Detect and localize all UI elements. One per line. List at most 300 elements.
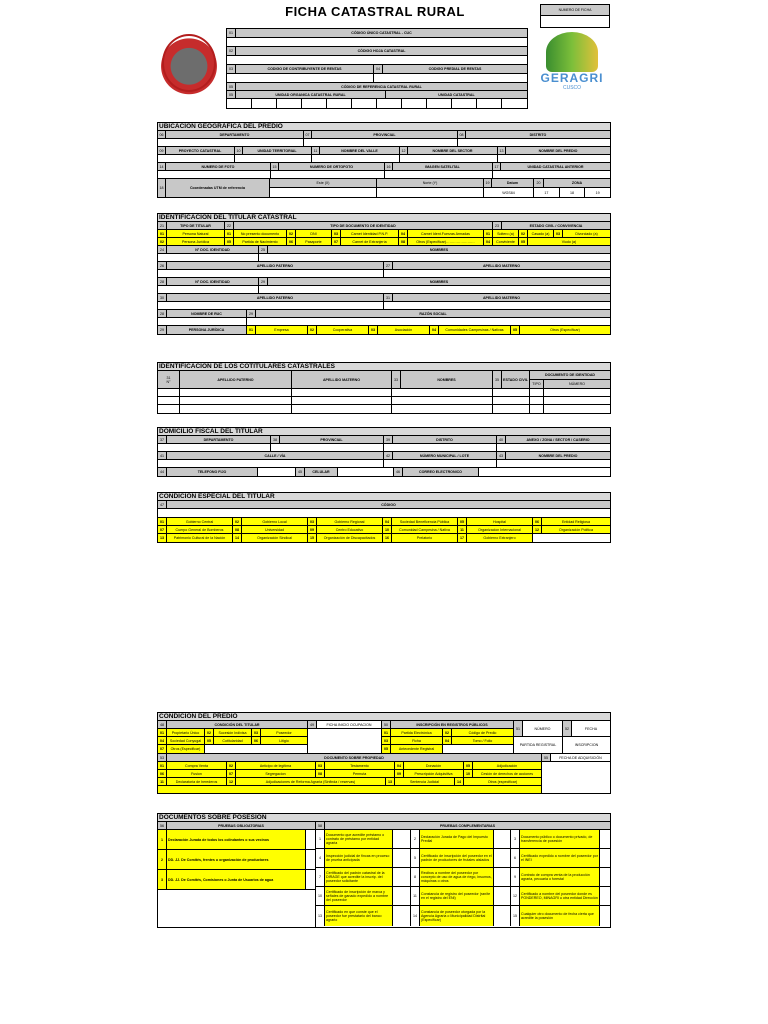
distrito-input[interactable] xyxy=(458,139,610,146)
code-num: 01 xyxy=(227,29,236,37)
form-label: Fusion xyxy=(167,770,227,777)
form-label: Ficha xyxy=(391,737,443,744)
ref-cell[interactable] xyxy=(502,99,527,108)
form-label: N° DOC. IDENTIDAD xyxy=(167,278,259,285)
form-cell xyxy=(180,405,292,413)
form-label: 14 xyxy=(455,778,464,785)
form-label: Certificado del padrón catastral de la DIRAGE que acredite la inscrip. del poseedor solicitante xyxy=(325,868,393,886)
form-label: Partida de Nacimiento xyxy=(234,238,287,245)
form-label: 02 xyxy=(519,230,528,237)
checkbox[interactable] xyxy=(393,906,410,926)
fecha-adquisicion-input[interactable] xyxy=(542,762,610,793)
checkbox[interactable] xyxy=(600,868,610,886)
predial-input[interactable] xyxy=(374,74,527,82)
section-heading: DOCUMENTOS SOBRE POSESIÓN xyxy=(158,814,610,822)
form-cell: 31 N° xyxy=(158,371,180,388)
checkbox[interactable] xyxy=(600,830,610,848)
form-label: 12 xyxy=(400,147,408,154)
form-label: 29 xyxy=(247,310,256,317)
zona-17[interactable]: 17 xyxy=(534,188,560,197)
nombres-input-2[interactable] xyxy=(259,286,610,293)
form-label: 37 xyxy=(158,436,167,443)
form-label: 01 xyxy=(484,230,493,237)
section-heading: IDENTIFICACIÓN DE LOS COTITULARES CATASTRALES xyxy=(158,363,610,371)
form-label: Tomo / Folio xyxy=(472,738,493,743)
form-label: APELLIDO PATERNO xyxy=(180,371,292,388)
form-label: 02 xyxy=(158,238,167,245)
form-label: 47 xyxy=(158,501,167,508)
proyecto-input[interactable] xyxy=(158,155,235,162)
form-label: 10 xyxy=(316,887,325,905)
table-row[interactable] xyxy=(158,405,610,413)
form-label: 23 xyxy=(493,222,502,229)
celular-input[interactable] xyxy=(338,468,394,476)
form-label: 33 xyxy=(392,371,401,388)
predial-label: CODIGO PREDIAL DE RENTAS xyxy=(383,65,527,73)
code-num: 05 xyxy=(227,91,236,98)
form-label: Este (X) xyxy=(270,179,377,187)
checkbox[interactable] xyxy=(494,887,510,905)
form-label: CÓDIGO xyxy=(381,502,396,507)
form-label: 01 xyxy=(158,518,167,525)
form-label: 05 xyxy=(519,238,528,245)
form-label: 10 xyxy=(235,147,243,154)
form-label: 01 xyxy=(158,230,167,237)
form-label: 39 xyxy=(384,436,393,443)
form-label: DISTRITO xyxy=(393,436,497,443)
form-label: 07 xyxy=(158,745,167,753)
form-label: 04 xyxy=(158,737,167,744)
form-label: 14 xyxy=(158,163,166,170)
form-label: PROYECTO CATASTRAL xyxy=(166,147,235,154)
form-label: Persona Natural xyxy=(167,230,225,237)
form-label: Partida Electrónica xyxy=(391,729,443,736)
form-label: Permuta xyxy=(325,770,395,777)
ap-materno-input-2[interactable] xyxy=(384,302,610,309)
section-heading: UBICACIÓN GEOGRÁFICA DEL PREDIO xyxy=(158,123,610,131)
form-cell xyxy=(544,405,610,413)
checkbox[interactable] xyxy=(306,850,315,869)
ref-cell[interactable] xyxy=(402,99,427,108)
form-label: 07 xyxy=(158,526,167,533)
form-label: 05 xyxy=(205,737,214,744)
form-label: RAZÓN SOCIAL xyxy=(419,311,447,316)
form-label: Donación xyxy=(404,762,464,769)
form-label: Universidad xyxy=(242,526,308,533)
form-label: 3 xyxy=(158,870,167,889)
form-label: 30 xyxy=(158,294,167,301)
form-label: 04 xyxy=(443,737,452,744)
section-heading: IDENTIFICACIÓN DEL TITULAR CATASTRAL xyxy=(158,214,610,222)
nombres-input[interactable] xyxy=(259,254,610,261)
unidad-territorial-input[interactable] xyxy=(235,155,312,162)
form-label: 06 xyxy=(533,518,542,525)
form-label: 25 xyxy=(259,246,268,253)
form-label: 56 xyxy=(158,822,167,829)
condicion-especial-section xyxy=(157,492,611,543)
checkbox[interactable] xyxy=(393,887,410,905)
form-label: Gobierno Local xyxy=(242,518,308,525)
form-label: 08 xyxy=(399,238,408,245)
form-label: Declaratoria de herederos xyxy=(167,778,227,785)
form-label: 6 xyxy=(511,849,520,867)
checkbox[interactable] xyxy=(494,849,510,867)
form-label: 5 xyxy=(411,849,420,867)
form-label: Persona Jurídica xyxy=(167,238,225,245)
form-label: 06 xyxy=(252,737,261,744)
checkbox[interactable] xyxy=(306,830,315,849)
form-label: Recibos a nombre del poseedor por concepto de uso de agua de riego, insumos, máquinas o otros xyxy=(420,868,494,886)
ruc-input[interactable] xyxy=(158,318,247,325)
form-label: 4 xyxy=(316,849,325,867)
form-label: ESTADO CIVIL / CONVIVENCIA xyxy=(529,223,583,228)
checkbox[interactable] xyxy=(600,906,610,926)
referencia-label: CÓDIGO DE REFERENCIA CATASTRAL RURAL xyxy=(236,83,527,90)
form-label: 2 xyxy=(411,830,420,848)
form-cell xyxy=(530,397,544,404)
table-row[interactable] xyxy=(158,389,610,397)
form-label: INSCRIPCIÓN EN REGISTROS PÚBLICOS xyxy=(416,722,488,727)
code-num: 04 xyxy=(374,65,383,73)
form-label: 29 xyxy=(158,326,167,334)
form-label: UNIDAD TERRITORIAL xyxy=(243,147,312,154)
form-cell xyxy=(392,397,493,404)
form-label: Anticipo de legítima xyxy=(236,762,316,769)
geragri-brand: GERAGRI xyxy=(540,71,604,85)
ficha-inicio-input[interactable] xyxy=(308,729,381,753)
form-label: 03 xyxy=(308,518,317,525)
table-row[interactable] xyxy=(158,397,610,405)
checkbox[interactable] xyxy=(393,868,410,886)
form-label: PRUEBAS OBLIGATORIAS xyxy=(218,823,264,828)
form-label: 9 xyxy=(511,868,520,886)
form-label: 46 xyxy=(394,468,403,476)
highlight-bar xyxy=(158,786,541,793)
form-label: Litigio xyxy=(279,738,289,743)
form-label: Cualquier otro documento de fecha cierta que acredite la posesión xyxy=(520,906,600,926)
form-label: NOMBRES xyxy=(429,247,449,252)
form-label: PROVINCIAL xyxy=(312,131,458,138)
form-label: TIPO DE TITULAR xyxy=(167,222,225,229)
predio-input[interactable] xyxy=(498,155,610,162)
form-label: 14 xyxy=(411,906,420,926)
form-cell xyxy=(392,405,493,413)
checkbox[interactable] xyxy=(494,830,510,848)
form-label: 04 xyxy=(383,518,392,525)
contribuyente-label: CODIGO DE CONTRIBUYENTE DE RENTAS xyxy=(236,65,374,73)
ref-cell[interactable] xyxy=(477,99,502,108)
form-label: Cooperativa xyxy=(317,326,369,334)
form-cell xyxy=(180,389,292,396)
form-label: Prescripción Adquisitiva xyxy=(404,770,464,777)
form-label: 07 xyxy=(332,238,341,245)
form-label: 02 xyxy=(308,326,317,334)
form-label: APELLIDO PATERNO xyxy=(167,294,384,301)
datum-value: WGS84 xyxy=(502,190,515,195)
form-label: 09 xyxy=(308,526,317,533)
form-label: 55 xyxy=(542,754,551,761)
form-label: Gobierno Regional xyxy=(317,518,383,525)
form-label: 04 xyxy=(395,762,404,769)
checkbox[interactable] xyxy=(494,868,510,886)
ref-cell[interactable] xyxy=(302,99,327,108)
form-label: 16 xyxy=(385,163,393,170)
form-label: 22 xyxy=(225,222,234,229)
foto-input[interactable] xyxy=(158,171,271,178)
checkbox[interactable] xyxy=(393,830,410,848)
zona-19[interactable]: 19 xyxy=(595,190,600,195)
hoja-input[interactable] xyxy=(227,56,527,64)
form-label: Declaración Jurada de todos los colindantes o sus vecinos xyxy=(167,830,306,849)
form-label: 41 xyxy=(158,452,167,459)
form-label: 19 xyxy=(484,179,492,187)
numero-ficha-label: NUMERO DE FICHA xyxy=(541,5,609,16)
ref-cell[interactable] xyxy=(452,99,477,108)
form-label: 29 xyxy=(259,278,268,285)
cotitulares-section xyxy=(157,362,611,414)
calle-input[interactable] xyxy=(158,460,384,467)
form-label: Pasaporte xyxy=(296,238,332,245)
form-label: Organización Política xyxy=(559,527,593,532)
form-label: 09 xyxy=(395,770,404,777)
form-label: 49 xyxy=(308,721,317,728)
form-label: CONDICIÓN DEL TITULAR xyxy=(214,722,260,727)
coordenadas-label: Coordenadas UTM de referencia xyxy=(166,179,270,197)
form-label: DD. JJ. De Comités, frentes u organización de productores xyxy=(167,850,306,869)
ref-cell[interactable] xyxy=(377,99,402,108)
form-label: DOCUMENTO SOBRE PROPIEDAD xyxy=(324,755,384,760)
form-label: NOMBRE DE RUC xyxy=(167,310,247,317)
norte-input[interactable] xyxy=(377,188,483,197)
form-label: 06 xyxy=(158,770,167,777)
form-label: Carnet Ident.Fuerzas Armadas xyxy=(408,230,484,237)
este-input[interactable] xyxy=(270,188,377,197)
form-label: NÚMERO xyxy=(569,382,585,386)
checkbox[interactable] xyxy=(393,849,410,867)
form-label: NOMBRE DEL PREDIO xyxy=(538,148,578,153)
form-label: 01 xyxy=(247,326,256,334)
condicion-predio-section xyxy=(157,712,611,794)
ap-materno-input[interactable] xyxy=(384,270,610,277)
codigo-input[interactable] xyxy=(158,509,610,517)
checkbox[interactable] xyxy=(494,906,510,926)
form-label: Soltero (a) xyxy=(493,230,519,237)
form-label: Testamento xyxy=(325,762,395,769)
form-label: 02 xyxy=(287,230,296,237)
form-label: 10 xyxy=(383,526,392,533)
dom-departamento-input[interactable] xyxy=(158,444,271,451)
form-label: 1 xyxy=(158,830,167,849)
form-cell xyxy=(392,389,493,396)
form-label: Documento público o documento privado, de transferencia de posesión xyxy=(520,830,600,848)
form-label: Cesión de derechos de acciones xyxy=(480,771,534,776)
imagen-input[interactable] xyxy=(385,171,493,178)
form-label: 05 xyxy=(511,326,520,334)
contribuyente-input[interactable] xyxy=(227,74,374,82)
checkbox[interactable] xyxy=(306,870,315,889)
form-label: 18 xyxy=(158,179,166,197)
form-label: Comunidades Campesinas / Nativas xyxy=(439,326,511,334)
form-cell xyxy=(180,397,292,404)
form-label: 05 xyxy=(225,238,234,245)
ubicacion-section xyxy=(157,122,611,198)
razon-social-input[interactable] xyxy=(247,318,610,325)
form-label: NÚMERO MUNICIPAL / LOTE xyxy=(393,452,497,459)
cuc-input[interactable] xyxy=(227,38,527,46)
unidad-organica-label: UNIDAD ORGANICA CATASTRAL RURAL xyxy=(236,91,386,98)
form-label: Gobierno Central xyxy=(167,518,233,525)
logo-ring-icon xyxy=(162,34,216,92)
form-label: FECHA xyxy=(584,726,598,731)
form-cell xyxy=(530,389,544,396)
form-label: 44 xyxy=(158,468,167,476)
form-label: 28 xyxy=(158,310,167,317)
ap-paterno-input[interactable] xyxy=(158,270,384,277)
form-label: NUMERO DE ORTOFOTO xyxy=(279,163,385,170)
form-label: 12 xyxy=(533,526,542,533)
code-num: 05 xyxy=(227,83,236,90)
form-cell xyxy=(530,405,544,413)
form-label: 11 xyxy=(458,526,467,533)
form-label: 02 xyxy=(227,762,236,769)
ref-cell[interactable] xyxy=(227,99,252,108)
numero-ficha-box[interactable] xyxy=(540,4,610,28)
form-label: 8 xyxy=(411,868,420,886)
form-label: Organizacion Internacional xyxy=(467,526,533,533)
form-label: Sociedad Conyugal xyxy=(167,737,205,744)
form-label: Declaración Jurada de Pago del Impuesto Predial xyxy=(420,830,494,848)
form-label: Divorciado (a) xyxy=(575,231,598,236)
form-label: Certificado a nombre del poseedor donde es PONDEREO, MINAGRI u otra entidad Dirección xyxy=(520,887,600,905)
form-cell xyxy=(158,397,180,404)
form-label: Asociación xyxy=(378,326,430,334)
correo-input[interactable] xyxy=(479,468,610,476)
dom-provincia-input[interactable] xyxy=(271,444,384,451)
form-label: NUMERO DE FOTO xyxy=(166,163,271,170)
top-codes-block xyxy=(226,28,528,109)
dom-anexo-input[interactable] xyxy=(497,444,610,451)
form-label: NOMBRE DEL PREDIO xyxy=(538,453,578,458)
form-label: ESTADO CIVIL xyxy=(502,371,530,388)
form-label: 10 xyxy=(464,770,473,777)
dom-predio-input[interactable] xyxy=(497,460,610,467)
form-cell xyxy=(158,405,180,413)
page-title: FICHA CATASTRAL RURAL xyxy=(285,4,465,19)
form-label: Sucesión Indivisa xyxy=(214,729,252,736)
form-label: Certificado en que conste que el poseedor fue prestatario del banco agrario xyxy=(325,906,393,926)
form-label: Datum xyxy=(492,179,533,187)
form-cell xyxy=(493,389,530,396)
form-label: Inspección judicial de fincas en proceso de prueba anticipada xyxy=(325,849,393,867)
form-label: 05 xyxy=(458,518,467,525)
form-cell xyxy=(544,397,610,404)
numero-municipal-input[interactable] xyxy=(384,460,497,467)
form-label: 3 xyxy=(511,830,520,848)
ap-paterno-input-2[interactable] xyxy=(158,302,384,309)
form-label: Propietario Único xyxy=(167,729,205,736)
form-label: 07 xyxy=(304,131,312,138)
form-label: ZONA xyxy=(544,179,610,187)
form-label: No presento documento xyxy=(234,230,287,237)
geragri-sub: CUSCO xyxy=(562,85,582,91)
form-label: Cuerpo General de Bomberos xyxy=(167,526,233,533)
form-label: PARTIDA REGISTRAL xyxy=(514,737,563,753)
form-label: 09 xyxy=(158,147,166,154)
checkbox[interactable] xyxy=(600,887,610,905)
form-cell xyxy=(493,397,530,404)
ref-cell[interactable] xyxy=(277,99,302,108)
form-label: 06 xyxy=(287,238,296,245)
form-label: 14 xyxy=(233,534,242,542)
form-label: Sociedad Beneficencia Pública xyxy=(392,518,458,525)
code-num: 03 xyxy=(227,65,236,73)
form-label: Entidad Religiosa xyxy=(562,519,590,524)
valle-input[interactable] xyxy=(312,155,400,162)
ortofoto-input[interactable] xyxy=(271,171,385,178)
form-label: Certificado de inscripción del poseedor en el padrón de productores de frutales aislados xyxy=(420,849,494,867)
telefono-input[interactable] xyxy=(258,468,296,476)
form-label: 01 xyxy=(225,230,234,237)
form-label: 02 xyxy=(233,518,242,525)
form-label: 35 xyxy=(493,371,502,388)
unidad-catastral-label: UNIDAD CATASTRAL xyxy=(386,91,527,98)
section-heading: CONDICIÓN DEL PREDIO xyxy=(158,713,610,721)
hoja-catastral-label: CÓDIGO HOJA CATASTRAL xyxy=(236,47,527,55)
form-label: Conviviente xyxy=(493,238,519,245)
form-label: 03 xyxy=(332,230,341,237)
form-label: NOMBRE DEL VALLE xyxy=(320,147,400,154)
form-label: 06 xyxy=(158,131,166,138)
form-label: Organización Sindical xyxy=(242,534,308,542)
posesion-section xyxy=(157,813,611,928)
ref-cell[interactable] xyxy=(427,99,452,108)
form-label: Otros (Especificar) xyxy=(520,326,610,334)
form-label: NOMBRE DEL SECTOR xyxy=(408,147,498,154)
form-label: Código de Predio xyxy=(468,730,497,735)
form-label: Otros (especificar) xyxy=(487,779,518,784)
form-label: 51 xyxy=(514,721,523,736)
checkbox[interactable] xyxy=(600,849,610,867)
form-label: 07 xyxy=(227,770,236,777)
form-label: 11 xyxy=(158,778,167,785)
form-label: Certificado expedido a nombre del poseedor por el INEI xyxy=(520,849,600,867)
form-label: 16 xyxy=(383,534,392,542)
form-label: 38 xyxy=(271,436,280,443)
catastral-anterior-input[interactable] xyxy=(493,171,610,178)
form-label: APELLIDO MATERNO xyxy=(292,371,392,388)
doc-identidad-input[interactable] xyxy=(158,254,259,261)
ref-cell[interactable] xyxy=(327,99,352,108)
provincia-input[interactable] xyxy=(304,139,458,146)
form-label: Carnet Identidad P.N.P. xyxy=(341,230,399,237)
form-cell xyxy=(493,405,530,413)
dom-distrito-input[interactable] xyxy=(384,444,497,451)
form-label: DISTRITO xyxy=(529,132,547,137)
doc-identidad-input-2[interactable] xyxy=(158,286,259,293)
zona-18[interactable]: 18 xyxy=(560,188,586,197)
form-label: Carnet de Extranjería xyxy=(341,238,399,245)
form-label: DEPARTAMENTO xyxy=(167,436,271,443)
ref-cell[interactable] xyxy=(252,99,277,108)
form-label: 04 xyxy=(484,238,493,245)
form-label: 27 xyxy=(384,262,393,269)
form-label: 08 xyxy=(316,770,325,777)
departamento-input[interactable] xyxy=(158,139,304,146)
ref-cell[interactable] xyxy=(352,99,377,108)
form-label: Constancia de poseedor otorgada por la Agencia Agraria o Municipalidad Distrital (Especificar) xyxy=(420,906,494,926)
titular-section xyxy=(157,213,611,335)
sector-input[interactable] xyxy=(400,155,498,162)
